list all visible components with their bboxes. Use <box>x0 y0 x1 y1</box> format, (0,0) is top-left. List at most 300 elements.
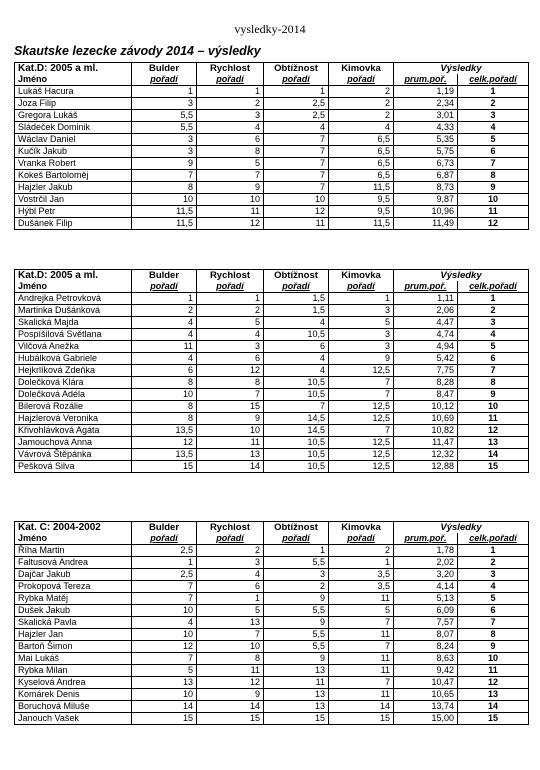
discipline-rank: 15 <box>197 401 264 413</box>
page-header: vysledky-2014 <box>234 22 306 36</box>
discipline-rank: 10,5 <box>264 377 329 389</box>
discipline-rank: 6 <box>197 581 264 593</box>
column-subheader-prum: prum.poř. <box>394 533 458 545</box>
table-row <box>15 341 529 353</box>
overall-rank: 9 <box>458 389 529 401</box>
column-subheader-poradi: pořadí <box>132 281 197 293</box>
discipline-rank: 7 <box>264 146 329 158</box>
table-row <box>15 122 529 134</box>
discipline-rank: 1 <box>132 86 197 98</box>
table-row <box>15 98 529 110</box>
subheader-row <box>15 74 529 86</box>
discipline-rank: 14,5 <box>264 425 329 437</box>
column-header-obtiznost: Obtížnost <box>264 63 329 75</box>
discipline-rank: 7 <box>329 617 394 629</box>
column-subheader-poradi: pořadí <box>264 281 329 293</box>
column-header-bulder: Bulder <box>132 63 197 75</box>
discipline-rank: 1 <box>197 86 264 98</box>
average-rank: 1,78 <box>394 545 458 557</box>
table-row <box>15 545 529 557</box>
discipline-rank: 5 <box>329 317 394 329</box>
average-rank: 2,06 <box>394 305 458 317</box>
column-header-bulder: Bulder <box>132 522 197 534</box>
overall-rank: 2 <box>458 98 529 110</box>
overall-rank: 1 <box>458 86 529 98</box>
competitor-name: Skalická Pavla <box>15 617 132 629</box>
discipline-rank: 8 <box>132 413 197 425</box>
competitor-name: Hajzlerová Veronika <box>15 413 132 425</box>
discipline-rank: 5,5 <box>264 605 329 617</box>
average-rank: 9,42 <box>394 665 458 677</box>
overall-rank: 8 <box>458 170 529 182</box>
overall-rank: 4 <box>458 329 529 341</box>
discipline-rank: 9 <box>329 353 394 365</box>
discipline-rank: 10 <box>197 641 264 653</box>
document-title: Skautske lezecke závody 2014 – výsledky <box>14 44 261 58</box>
table-row <box>15 146 529 158</box>
discipline-rank: 4 <box>197 329 264 341</box>
discipline-rank: 4 <box>264 353 329 365</box>
overall-rank: 13 <box>458 437 529 449</box>
discipline-rank: 6,5 <box>329 134 394 146</box>
discipline-rank: 3 <box>197 557 264 569</box>
average-rank: 10,69 <box>394 413 458 425</box>
discipline-rank: 7 <box>264 182 329 194</box>
discipline-rank: 11 <box>329 665 394 677</box>
discipline-rank: 12,5 <box>329 401 394 413</box>
competitor-name: Rybka Milan <box>15 665 132 677</box>
overall-rank: 10 <box>458 653 529 665</box>
average-rank: 8,63 <box>394 653 458 665</box>
discipline-rank: 13,5 <box>132 425 197 437</box>
discipline-rank: 5,5 <box>264 557 329 569</box>
discipline-rank: 3 <box>329 329 394 341</box>
competitor-name: Bartoň Šimon <box>15 641 132 653</box>
discipline-rank: 11,5 <box>132 218 197 230</box>
discipline-rank: 7 <box>197 170 264 182</box>
discipline-rank: 9 <box>197 689 264 701</box>
discipline-rank: 6 <box>132 365 197 377</box>
discipline-rank: 10 <box>132 605 197 617</box>
discipline-rank: 10 <box>197 194 264 206</box>
discipline-rank: 8 <box>197 146 264 158</box>
results-table <box>14 521 529 725</box>
discipline-rank: 9 <box>197 182 264 194</box>
discipline-rank: 6 <box>264 341 329 353</box>
competitor-name: Hajzler Jan <box>15 629 132 641</box>
subheader-row <box>15 533 529 545</box>
discipline-rank: 6 <box>197 134 264 146</box>
average-rank: 3,01 <box>394 110 458 122</box>
header-row <box>15 63 529 75</box>
discipline-rank: 12 <box>132 437 197 449</box>
overall-rank: 11 <box>458 206 529 218</box>
table-row <box>15 449 529 461</box>
discipline-rank: 6 <box>197 353 264 365</box>
overall-rank: 5 <box>458 593 529 605</box>
discipline-rank: 10,5 <box>264 329 329 341</box>
average-rank: 5,42 <box>394 353 458 365</box>
competitor-name: Sládeček Dominik <box>15 122 132 134</box>
table-row <box>15 437 529 449</box>
discipline-rank: 12,5 <box>329 413 394 425</box>
average-rank: 12,32 <box>394 449 458 461</box>
overall-rank: 9 <box>458 182 529 194</box>
table-row <box>15 605 529 617</box>
table-row <box>15 617 529 629</box>
header-row <box>15 270 529 282</box>
discipline-rank: 11 <box>264 677 329 689</box>
discipline-rank: 11,5 <box>329 218 394 230</box>
discipline-rank: 13,5 <box>132 449 197 461</box>
discipline-rank: 3 <box>132 146 197 158</box>
column-subheader-poradi: pořadí <box>197 533 264 545</box>
competitor-name: Křivohlávková Agáta <box>15 425 132 437</box>
table-row <box>15 170 529 182</box>
discipline-rank: 3 <box>264 569 329 581</box>
overall-rank: 3 <box>458 569 529 581</box>
table-row <box>15 593 529 605</box>
discipline-rank: 7 <box>132 170 197 182</box>
overall-rank: 11 <box>458 413 529 425</box>
overall-rank: 1 <box>458 293 529 305</box>
column-header-bulder: Bulder <box>132 270 197 282</box>
discipline-rank: 2 <box>264 581 329 593</box>
discipline-rank: 1 <box>329 293 394 305</box>
discipline-rank: 11 <box>132 341 197 353</box>
column-header-kimovka: Kimovka <box>329 270 394 282</box>
average-rank: 8,07 <box>394 629 458 641</box>
average-rank: 7,57 <box>394 617 458 629</box>
column-subheader-poradi: pořadí <box>329 281 394 293</box>
overall-rank: 2 <box>458 305 529 317</box>
discipline-rank: 14 <box>197 461 264 473</box>
overall-rank: 1 <box>458 545 529 557</box>
discipline-rank: 1 <box>197 293 264 305</box>
discipline-rank: 2,5 <box>264 110 329 122</box>
discipline-rank: 3 <box>132 98 197 110</box>
discipline-rank: 9 <box>264 593 329 605</box>
discipline-rank: 4 <box>132 353 197 365</box>
discipline-rank: 9,5 <box>329 206 394 218</box>
column-header-obtiznost: Obtížnost <box>264 522 329 534</box>
discipline-rank: 2,5 <box>264 98 329 110</box>
average-rank: 11,47 <box>394 437 458 449</box>
discipline-rank: 4 <box>197 122 264 134</box>
overall-rank: 5 <box>458 134 529 146</box>
table-row <box>15 701 529 713</box>
discipline-rank: 11 <box>329 593 394 605</box>
table-row <box>15 206 529 218</box>
competitor-name: Dolečková Adéla <box>15 389 132 401</box>
competitor-name: Martinka Dušánková <box>15 305 132 317</box>
table-row <box>15 86 529 98</box>
competitor-name: Vranka Robert <box>15 158 132 170</box>
overall-rank: 12 <box>458 677 529 689</box>
competitor-name: Prokopová Tereza <box>15 581 132 593</box>
table-row <box>15 425 529 437</box>
discipline-rank: 8 <box>197 653 264 665</box>
table-row <box>15 665 529 677</box>
discipline-rank: 2 <box>329 545 394 557</box>
average-rank: 5,75 <box>394 146 458 158</box>
discipline-rank: 8 <box>132 377 197 389</box>
discipline-rank: 13 <box>264 665 329 677</box>
discipline-rank: 8 <box>132 182 197 194</box>
discipline-rank: 5 <box>197 317 264 329</box>
competitor-name: Boruchová Miluše <box>15 701 132 713</box>
discipline-rank: 5 <box>197 605 264 617</box>
overall-rank: 3 <box>458 110 529 122</box>
average-rank: 3,20 <box>394 569 458 581</box>
average-rank: 4,47 <box>394 317 458 329</box>
table-row <box>15 641 529 653</box>
discipline-rank: 7 <box>264 134 329 146</box>
discipline-rank: 12 <box>197 677 264 689</box>
average-rank: 10,47 <box>394 677 458 689</box>
overall-rank: 11 <box>458 665 529 677</box>
header-row <box>15 522 529 534</box>
discipline-rank: 3,5 <box>329 581 394 593</box>
column-header-name: Jméno <box>15 533 132 545</box>
overall-rank: 6 <box>458 605 529 617</box>
discipline-rank: 12 <box>197 365 264 377</box>
table-row <box>15 401 529 413</box>
average-rank: 8,73 <box>394 182 458 194</box>
average-rank: 11,49 <box>394 218 458 230</box>
column-subheader-celk: celk.pořadí <box>458 74 529 86</box>
column-subheader-poradi: pořadí <box>329 533 394 545</box>
table-row <box>15 389 529 401</box>
competitor-name: Hejkrlíková Zdeňka <box>15 365 132 377</box>
average-rank: 10,96 <box>394 206 458 218</box>
table-row <box>15 134 529 146</box>
overall-rank: 5 <box>458 341 529 353</box>
discipline-rank: 11,5 <box>132 206 197 218</box>
average-rank: 2,34 <box>394 98 458 110</box>
discipline-rank: 13 <box>132 677 197 689</box>
discipline-rank: 11 <box>197 437 264 449</box>
average-rank: 12,88 <box>394 461 458 473</box>
column-header-name: Jméno <box>15 281 132 293</box>
average-rank: 1,19 <box>394 86 458 98</box>
column-subheader-poradi: pořadí <box>132 74 197 86</box>
discipline-rank: 7 <box>329 677 394 689</box>
column-header-rychlost: Rychlost <box>197 522 264 534</box>
discipline-rank: 11 <box>329 629 394 641</box>
average-rank: 10,82 <box>394 425 458 437</box>
discipline-rank: 10,5 <box>264 461 329 473</box>
overall-rank: 2 <box>458 557 529 569</box>
discipline-rank: 12,5 <box>329 437 394 449</box>
column-header-vysledky: Výsledky <box>394 270 529 282</box>
discipline-rank: 7 <box>329 389 394 401</box>
discipline-rank: 15 <box>329 713 394 725</box>
discipline-rank: 10,5 <box>264 389 329 401</box>
discipline-rank: 15 <box>264 713 329 725</box>
average-rank: 5,35 <box>394 134 458 146</box>
column-header-kimovka: Kimovka <box>329 63 394 75</box>
discipline-rank: 9 <box>132 158 197 170</box>
discipline-rank: 15 <box>132 713 197 725</box>
competitor-name: Vostrčil Jan <box>15 194 132 206</box>
results-table <box>14 62 529 230</box>
table-row <box>15 305 529 317</box>
table-row <box>15 317 529 329</box>
table-row <box>15 158 529 170</box>
column-header-vysledky: Výsledky <box>394 522 529 534</box>
discipline-rank: 6,5 <box>329 146 394 158</box>
overall-rank: 7 <box>458 617 529 629</box>
competitor-name: Dušánek Filip <box>15 218 132 230</box>
discipline-rank: 5,5 <box>264 641 329 653</box>
column-subheader-celk: celk.pořadí <box>458 281 529 293</box>
discipline-rank: 5 <box>329 605 394 617</box>
column-subheader-poradi: pořadí <box>264 533 329 545</box>
discipline-rank: 5,5 <box>264 629 329 641</box>
discipline-rank: 10 <box>132 689 197 701</box>
competitor-name: Vilčová Anežka <box>15 341 132 353</box>
average-rank: 1,11 <box>394 293 458 305</box>
average-rank: 7,75 <box>394 365 458 377</box>
discipline-rank: 1,5 <box>264 293 329 305</box>
table-row <box>15 218 529 230</box>
overall-rank: 4 <box>458 581 529 593</box>
discipline-rank: 8 <box>197 377 264 389</box>
overall-rank: 14 <box>458 701 529 713</box>
average-rank: 4,74 <box>394 329 458 341</box>
table-row <box>15 689 529 701</box>
discipline-rank: 4 <box>264 365 329 377</box>
discipline-rank: 2,5 <box>132 545 197 557</box>
column-header-obtiznost: Obtížnost <box>264 270 329 282</box>
discipline-rank: 10 <box>132 194 197 206</box>
column-header-vysledky: Výsledky <box>394 63 529 75</box>
table-row <box>15 353 529 365</box>
discipline-rank: 11 <box>197 665 264 677</box>
discipline-rank: 13 <box>264 701 329 713</box>
competitor-name: Komárek Denis <box>15 689 132 701</box>
discipline-rank: 7 <box>132 593 197 605</box>
discipline-rank: 9 <box>197 413 264 425</box>
table-row <box>15 677 529 689</box>
table-row <box>15 110 529 122</box>
discipline-rank: 9,5 <box>329 194 394 206</box>
discipline-rank: 12 <box>132 641 197 653</box>
table-row <box>15 329 529 341</box>
average-rank: 9,87 <box>394 194 458 206</box>
overall-rank: 6 <box>458 146 529 158</box>
discipline-rank: 12 <box>197 218 264 230</box>
average-rank: 10,65 <box>394 689 458 701</box>
discipline-rank: 4 <box>132 329 197 341</box>
discipline-rank: 12,5 <box>329 365 394 377</box>
discipline-rank: 14,5 <box>264 413 329 425</box>
overall-rank: 3 <box>458 317 529 329</box>
overall-rank: 7 <box>458 158 529 170</box>
competitor-name: Jamouchová Anna <box>15 437 132 449</box>
average-rank: 4,14 <box>394 581 458 593</box>
discipline-rank: 7 <box>132 581 197 593</box>
discipline-rank: 8 <box>132 401 197 413</box>
discipline-rank: 7 <box>264 170 329 182</box>
table-row <box>15 581 529 593</box>
discipline-rank: 1 <box>132 293 197 305</box>
competitor-name: Skalická Majda <box>15 317 132 329</box>
overall-rank: 15 <box>458 461 529 473</box>
overall-rank: 7 <box>458 365 529 377</box>
discipline-rank: 11 <box>264 218 329 230</box>
discipline-rank: 14 <box>329 701 394 713</box>
discipline-rank: 5,5 <box>132 122 197 134</box>
overall-rank: 12 <box>458 218 529 230</box>
discipline-rank: 13 <box>197 617 264 629</box>
competitor-name: Dušek Jakub <box>15 605 132 617</box>
discipline-rank: 15 <box>132 461 197 473</box>
table-row <box>15 557 529 569</box>
competitor-name: Kučík Jakub <box>15 146 132 158</box>
overall-rank: 9 <box>458 641 529 653</box>
column-subheader-prum: prum.poř. <box>394 74 458 86</box>
column-header-name: Jméno <box>15 74 132 86</box>
discipline-rank: 3,5 <box>329 569 394 581</box>
table-row <box>15 569 529 581</box>
table-row <box>15 182 529 194</box>
competitor-name: Vávrová Štěpánka <box>15 449 132 461</box>
discipline-rank: 11 <box>329 653 394 665</box>
discipline-rank: 11 <box>329 689 394 701</box>
discipline-rank: 4 <box>132 617 197 629</box>
discipline-rank: 5 <box>132 665 197 677</box>
discipline-rank: 2 <box>329 86 394 98</box>
column-header-kimovka: Kimovka <box>329 522 394 534</box>
competitor-name: Rybka Matěj <box>15 593 132 605</box>
discipline-rank: 1 <box>132 557 197 569</box>
discipline-rank: 2 <box>197 305 264 317</box>
discipline-rank: 1 <box>329 557 394 569</box>
discipline-rank: 6,5 <box>329 158 394 170</box>
discipline-rank: 9 <box>264 653 329 665</box>
discipline-rank: 2 <box>197 98 264 110</box>
table-row <box>15 365 529 377</box>
column-subheader-celk: celk.pořadí <box>458 533 529 545</box>
discipline-rank: 2 <box>329 98 394 110</box>
column-header-rychlost: Rychlost <box>197 270 264 282</box>
overall-rank: 14 <box>458 449 529 461</box>
discipline-rank: 2 <box>132 305 197 317</box>
discipline-rank: 5,5 <box>132 110 197 122</box>
average-rank: 8,24 <box>394 641 458 653</box>
discipline-rank: 7 <box>329 377 394 389</box>
competitor-name: Lukáš Hacura <box>15 86 132 98</box>
discipline-rank: 13 <box>197 449 264 461</box>
discipline-rank: 4 <box>264 122 329 134</box>
discipline-rank: 2,5 <box>132 569 197 581</box>
category-label: Kat.D: 2005 a ml. <box>15 63 132 75</box>
average-rank: 13,74 <box>394 701 458 713</box>
overall-rank: 8 <box>458 629 529 641</box>
table-row <box>15 629 529 641</box>
overall-rank: 4 <box>458 122 529 134</box>
discipline-rank: 7 <box>197 389 264 401</box>
competitor-name: Hýbl Petr <box>15 206 132 218</box>
discipline-rank: 7 <box>329 425 394 437</box>
discipline-rank: 13 <box>264 689 329 701</box>
discipline-rank: 9 <box>264 617 329 629</box>
discipline-rank: 1 <box>264 545 329 557</box>
average-rank: 5,13 <box>394 593 458 605</box>
column-subheader-poradi: pořadí <box>132 533 197 545</box>
